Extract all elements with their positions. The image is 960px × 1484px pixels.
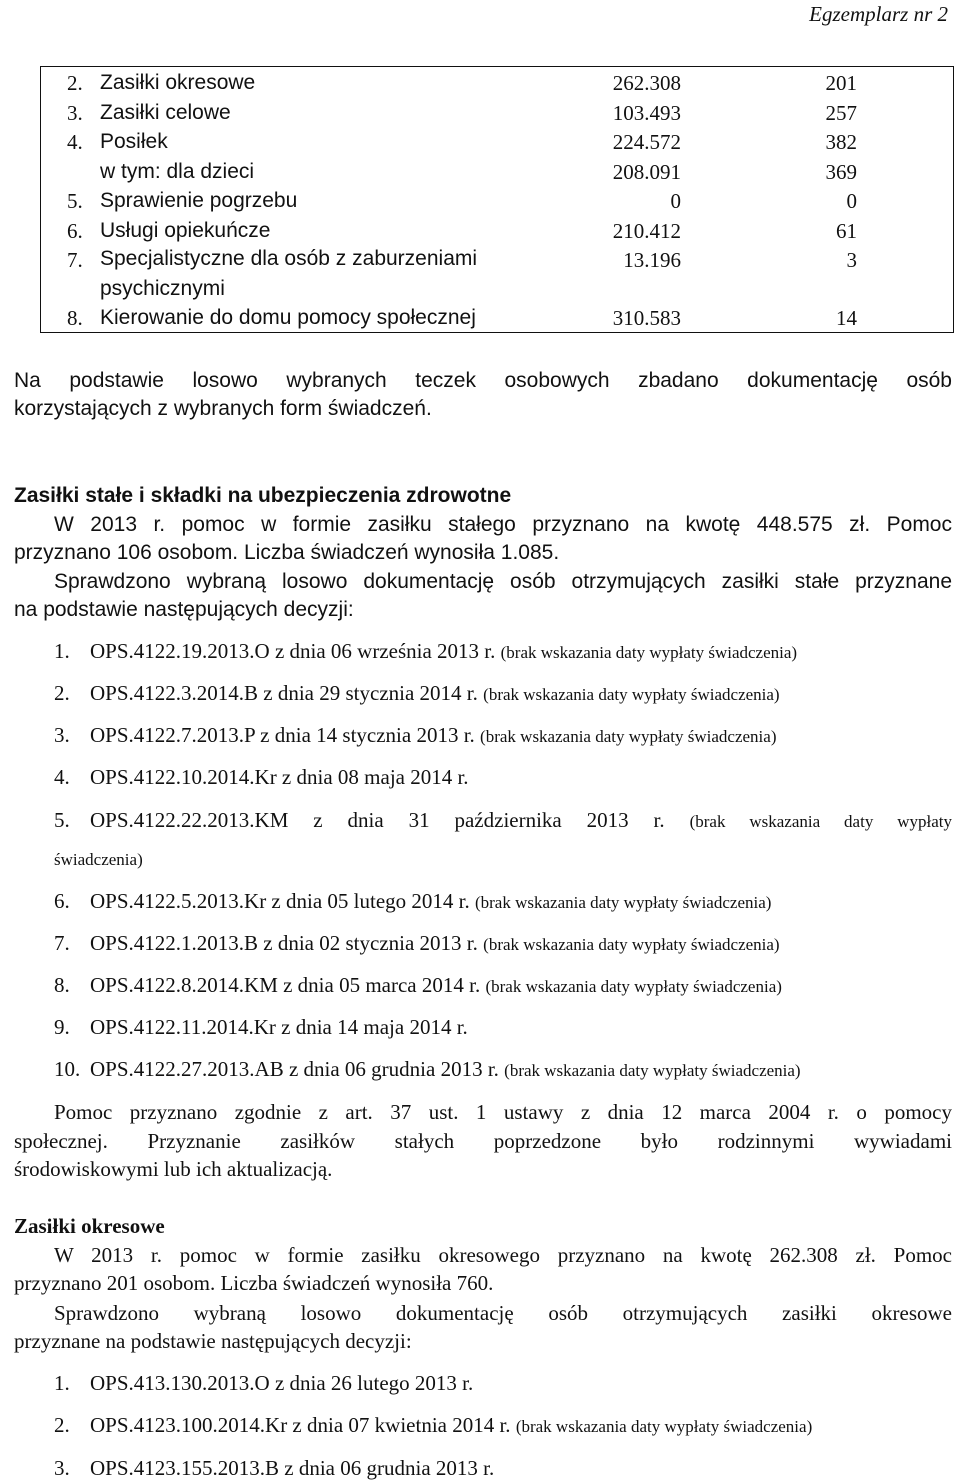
- decision-note: (brak wskazania daty wypłaty świadczenia): [500, 643, 798, 662]
- decision-text: OPS.4122.22.2013.KM z dnia 31 października 2013 r.: [90, 808, 665, 832]
- table-row: [41, 97, 953, 127]
- decision-item: [54, 1370, 952, 1396]
- decision-text: OPS.4122.3.2014.B z dnia 29 stycznia 2014 r.: [90, 681, 478, 705]
- decision-note: (brak wskazania daty wypłaty świadczenia): [480, 727, 777, 746]
- decision-number: 1.: [54, 639, 70, 663]
- decision-number: 4.: [54, 765, 70, 789]
- decision-number: 8.: [54, 973, 70, 997]
- decision-text: OPS.4122.19.2013.O z dnia 06 września 2013 r.: [90, 639, 496, 663]
- decision-item: [54, 638, 952, 666]
- paragraph-line: Pomoc przyznano zgodnie z art. 37 ust. 1 ustawy z dnia 12 marca 2004 r. o pomocy: [54, 1100, 952, 1124]
- row-count: 14: [836, 306, 857, 330]
- decision-text: OPS.4123.155.2013.B z dnia 06 grudnia 2013 r.: [90, 1456, 495, 1480]
- row-count: 61: [836, 218, 857, 243]
- row-count: 369: [825, 159, 857, 184]
- row-name: Usługi opiekuńcze: [100, 218, 271, 242]
- decision-item: [54, 807, 952, 835]
- row-name: Specjalistyczne dla osób z zaburzeniami psychicznymi: [100, 247, 478, 300]
- decision-text: OPS.4122.5.2013.Kr z dnia 05 lutego 2014 r.: [90, 889, 470, 913]
- paragraph-line: społecznej. Przyznanie zasiłków stałych poprzedzone było rodzinnymi wywiadami: [14, 1129, 952, 1153]
- table-row: [41, 67, 953, 97]
- decision-item: [54, 1455, 952, 1481]
- row-count: 3: [846, 248, 857, 272]
- row-amount: 0: [670, 189, 681, 213]
- row-count: 257: [825, 100, 857, 125]
- row-number: 4.: [67, 130, 83, 154]
- decision-number: 2.: [54, 1413, 70, 1437]
- decision-text: OPS.4122.10.2014.Kr z dnia 08 maja 2014 r.: [90, 765, 469, 789]
- row-name: Kierowanie do domu pomocy społecznej: [100, 306, 476, 329]
- row-number: 8.: [67, 306, 83, 330]
- decision-text: OPS.4122.7.2013.P z dnia 14 stycznia 2013 r.: [90, 723, 475, 747]
- decision-note: (brak wskazania daty wypłaty świadczenia): [485, 977, 782, 996]
- table-row: [41, 185, 953, 215]
- row-amount: 208.091: [612, 159, 681, 184]
- decision-item: [54, 888, 952, 916]
- paragraph-line: środowiskowymi lub ich aktualizacją.: [14, 1157, 333, 1181]
- decision-number: 2.: [54, 681, 70, 705]
- row-name: Zasiłki okresowe: [100, 71, 256, 94]
- decision-item: [54, 1014, 952, 1040]
- decision-note: (brak wskazania daty wypłaty świadczenia): [504, 1061, 801, 1080]
- paragraph-line: przyznane na podstawie następujących decyzji:: [14, 1329, 412, 1353]
- decision-item: [54, 680, 952, 708]
- section-heading: Zasiłki stałe i składki na ubezpieczenia zdrowotne: [14, 484, 512, 507]
- decision-number: 3.: [54, 723, 70, 747]
- decision-item: [54, 722, 952, 750]
- decision-note-continued: świadczenia): [54, 850, 143, 869]
- row-number: 3.: [67, 100, 83, 125]
- row-name: Posiłek: [100, 130, 168, 153]
- decision-note: (brak wskazania daty wypłaty świadczenia): [483, 935, 780, 954]
- row-name: Zasiłki celowe: [100, 100, 231, 124]
- paragraph-line: przyznano 201 osobom. Liczba świadczeń wynosiła 760.: [14, 1271, 494, 1295]
- decision-text: OPS.4123.100.2014.Kr z dnia 07 kwietnia 2014 r.: [90, 1413, 511, 1437]
- row-count: 201: [825, 71, 857, 95]
- table-row: [41, 126, 953, 156]
- section-heading: Zasiłki okresowe: [14, 1214, 165, 1238]
- paragraph-line: na podstawie następujących decyzji:: [14, 598, 354, 621]
- decision-item: [54, 1412, 952, 1440]
- paragraph-line: Sprawdzono wybraną losowo dokumentację osób otrzymujących zasiłki okresowe: [54, 1301, 952, 1325]
- row-count: 382: [825, 130, 857, 154]
- table-row: [41, 215, 953, 245]
- decision-number: 6.: [54, 889, 70, 913]
- decision-note: (brak wskazania daty wypłaty świadczenia): [515, 1417, 813, 1436]
- decision-number: 5.: [54, 808, 70, 832]
- row-count: 0: [846, 189, 857, 213]
- row-amount: 224.572: [612, 130, 681, 154]
- decision-text: OPS.4122.1.2013.B z dnia 02 stycznia 2013 r.: [90, 931, 478, 955]
- copy-label: Egzemplarz nr 2: [809, 2, 948, 26]
- paragraph-line: Sprawdzono wybraną losowo dokumentację osób otrzymujących zasiłki stałe przyznane: [54, 570, 952, 593]
- paragraph-line: przyznano 106 osobom. Liczba świadczeń wynosiła 1.085.: [14, 541, 560, 564]
- decision-note: (brak wskazania daty wypłaty świadczenia): [474, 893, 772, 912]
- decision-text: OPS.413.130.2013.O z dnia 26 lutego 2013 r.: [90, 1371, 474, 1395]
- row-number: 6.: [67, 218, 83, 243]
- decision-text: OPS.4122.11.2014.Kr z dnia 14 maja 2014 r.: [90, 1015, 468, 1039]
- row-amount: 13.196: [623, 248, 681, 272]
- decision-item: [54, 930, 952, 958]
- table-row: [41, 156, 953, 186]
- decision-item: [54, 1056, 952, 1084]
- row-amount: 310.583: [612, 306, 681, 330]
- decision-note: (brak wskazania daty wypłaty: [689, 812, 953, 831]
- row-number: 2.: [67, 71, 83, 95]
- table-row: [41, 302, 953, 332]
- paragraph-line: W 2013 r. pomoc w formie zasiłku stałego przyznano na kwotę 448.575 zł. Pomoc: [54, 513, 952, 536]
- decision-text: OPS.4122.8.2014.KM z dnia 05 marca 2014 r.: [90, 973, 481, 997]
- decision-number: 9.: [54, 1015, 70, 1039]
- decision-number: 7.: [54, 931, 70, 955]
- row-name: Sprawienie pogrzebu: [100, 189, 298, 212]
- row-amount: 262.308: [612, 71, 681, 95]
- row-number: 7.: [67, 248, 83, 272]
- row-number: 5.: [67, 189, 83, 213]
- row-amount: 103.493: [612, 100, 681, 125]
- decision-number: 3.: [54, 1456, 70, 1480]
- row-amount: 210.412: [612, 218, 681, 243]
- row-name: w tym: dla dzieci: [100, 159, 255, 183]
- decision-number: 1.: [54, 1371, 70, 1395]
- intro-line: korzystających z wybranych form świadczeń.: [14, 397, 432, 420]
- table-row: [41, 244, 953, 302]
- decision-item: [54, 972, 952, 1000]
- decision-item: [54, 764, 952, 790]
- decision-note: (brak wskazania daty wypłaty świadczenia): [483, 685, 780, 704]
- benefits-table: [40, 66, 954, 333]
- decision-text: OPS.4122.27.2013.AB z dnia 06 grudnia 2013 r.: [90, 1057, 499, 1081]
- intro-line: Na podstawie losowo wybranych teczek osobowych zbadano dokumentację osób: [14, 369, 952, 392]
- decision-number: 10.: [54, 1057, 81, 1081]
- paragraph-line: W 2013 r. pomoc w formie zasiłku okresowego przyznano na kwotę 262.308 zł. Pomoc: [54, 1243, 952, 1267]
